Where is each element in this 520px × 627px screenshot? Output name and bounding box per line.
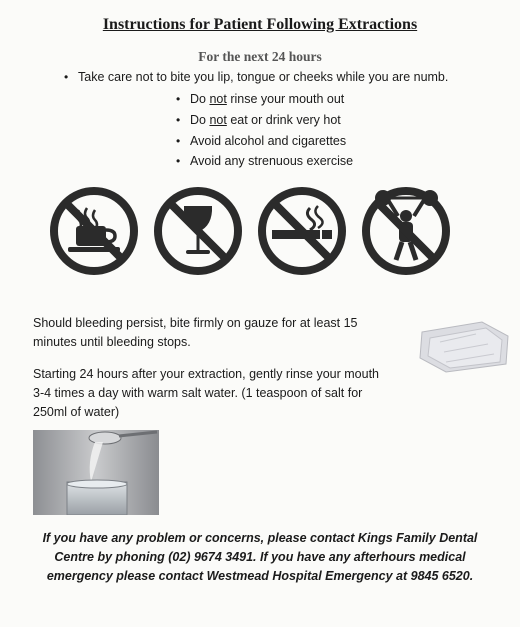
instruction-bullet: [64, 70, 448, 84]
bullet-glyph: •: [176, 113, 181, 127]
instruction-bullet: [176, 134, 346, 148]
bullet-text-not: not: [209, 113, 227, 127]
instruction-bullet: [176, 92, 344, 106]
rinse-instructions: [33, 365, 379, 422]
footer-line: If you have any problem or concerns, please contact Kings Family Dental: [42, 531, 478, 545]
bullet-text-rinse: rinse your mouth out: [226, 92, 345, 106]
bullet-text-alcohol: Avoid alcohol and cigarettes: [190, 134, 347, 148]
bullet-glyph: •: [176, 92, 181, 106]
rinse-line: 250ml of water): [33, 405, 120, 419]
bullet-text-bite: Take care not to bite you lip, tongue or cheeks while you are numb.: [78, 70, 449, 84]
contact-footer: [40, 529, 480, 586]
bleeding-instructions: [33, 314, 358, 352]
bullet-glyph: •: [64, 70, 69, 84]
bullet-glyph: •: [176, 154, 181, 168]
rinse-line: Starting 24 hours after your extraction, gently rinse your mouth: [33, 367, 380, 381]
bullet-text-not: not: [209, 92, 227, 106]
salt-water-photo: [33, 430, 159, 515]
no-alcohol-icon: [150, 186, 246, 276]
bleeding-line: Should bleeding persist, bite firmly on gauze for at least 15: [33, 316, 358, 330]
no-hot-drinks-icon: [46, 186, 142, 276]
bullet-text-hot: eat or drink very hot: [226, 113, 341, 127]
page-subtitle: For the next 24 hours: [198, 49, 322, 64]
instruction-bullet: [176, 154, 353, 168]
prohibition-signs: [46, 186, 472, 276]
footer-line: emergency please contact Westmead Hospital Emergency at 9845 6520.: [46, 569, 474, 583]
gauze-image: [416, 318, 512, 374]
footer-line: Centre by phoning (02) 9674 3491. If you have any afterhours medical: [54, 550, 466, 564]
bullet-glyph: •: [176, 134, 181, 148]
rinse-line: 3-4 times a day with warm salt water. (1 teaspoon of salt for: [33, 386, 363, 400]
bullet-text-exercise: Avoid any strenuous exercise: [190, 154, 354, 168]
no-smoking-icon: [254, 186, 350, 276]
no-exercise-icon: [358, 186, 454, 276]
bleeding-line: minutes until bleeding stops.: [33, 335, 191, 349]
bullet-text-pre: Do: [190, 92, 210, 106]
page-title: Instructions for Patient Following Extractions: [102, 16, 418, 33]
bullet-text-pre: Do: [190, 113, 210, 127]
instruction-bullet: [176, 113, 341, 127]
